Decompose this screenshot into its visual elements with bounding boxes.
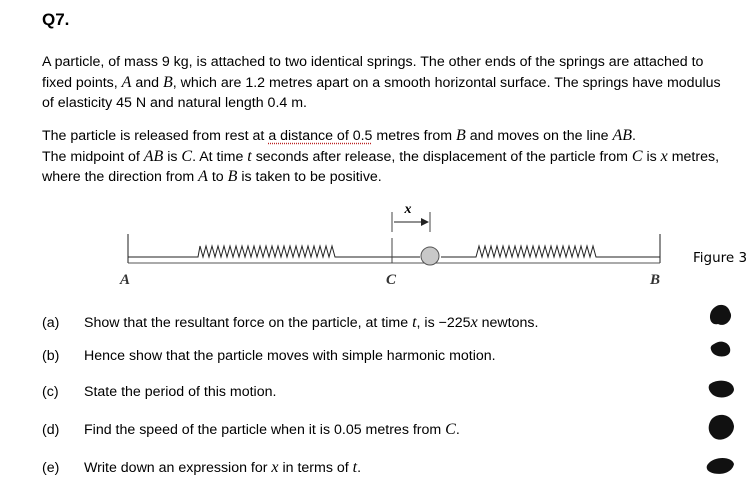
- part-d: (d) Find the speed of the particle when it is 0.05 metres from C.: [42, 421, 460, 438]
- left-spring: [128, 246, 420, 257]
- ink-blob-3: [709, 381, 734, 398]
- particle: [421, 247, 439, 265]
- arrow-head-icon: [421, 218, 429, 226]
- ink-blob-1: [710, 305, 731, 325]
- question-intro-paragraph: A particle, of mass 9 kg, is attached to two identical springs. The other ends of the springs are attached to fixed points, A and B, which are 1.2 metres apart on a smooth horizontal surface. The springs have modulus of elasticity 45 N and natural length 0.4 m.: [42, 54, 721, 111]
- part-c: (c) State the period of this motion.: [42, 384, 277, 400]
- displacement-label: x: [404, 202, 412, 217]
- point-B-label: B: [650, 272, 661, 288]
- figure-label: Figure 3: [693, 250, 748, 266]
- part-e: (e) Write down an expression for x in terms of t.: [42, 459, 362, 476]
- spring-diagram: [100, 198, 680, 293]
- ink-blob-2: [711, 342, 731, 357]
- ink-blob-5: [707, 458, 734, 474]
- question-setup-paragraph: The particle is released from rest at a distance of 0.5 metres from B and moves on the line AB. The midpoint of AB is C. At time t seconds after release, the displacement of the particle from C is x metres, where the direction from A to B is taken to be positive.: [42, 127, 720, 185]
- ink-marks: [700, 300, 745, 480]
- right-spring: [441, 246, 660, 257]
- part-a: (a) Show that the resultant force on the particle, at time t, is −225x newtons.: [42, 314, 539, 331]
- ink-blob-4: [709, 415, 734, 440]
- question-number: Q7.: [42, 10, 70, 29]
- part-b: (b) Hence show that the particle moves with simple harmonic motion.: [42, 348, 496, 364]
- highlighted-distance: a distance of 0.5: [268, 128, 373, 144]
- point-C-label: C: [386, 272, 397, 288]
- point-A-label: A: [120, 272, 131, 288]
